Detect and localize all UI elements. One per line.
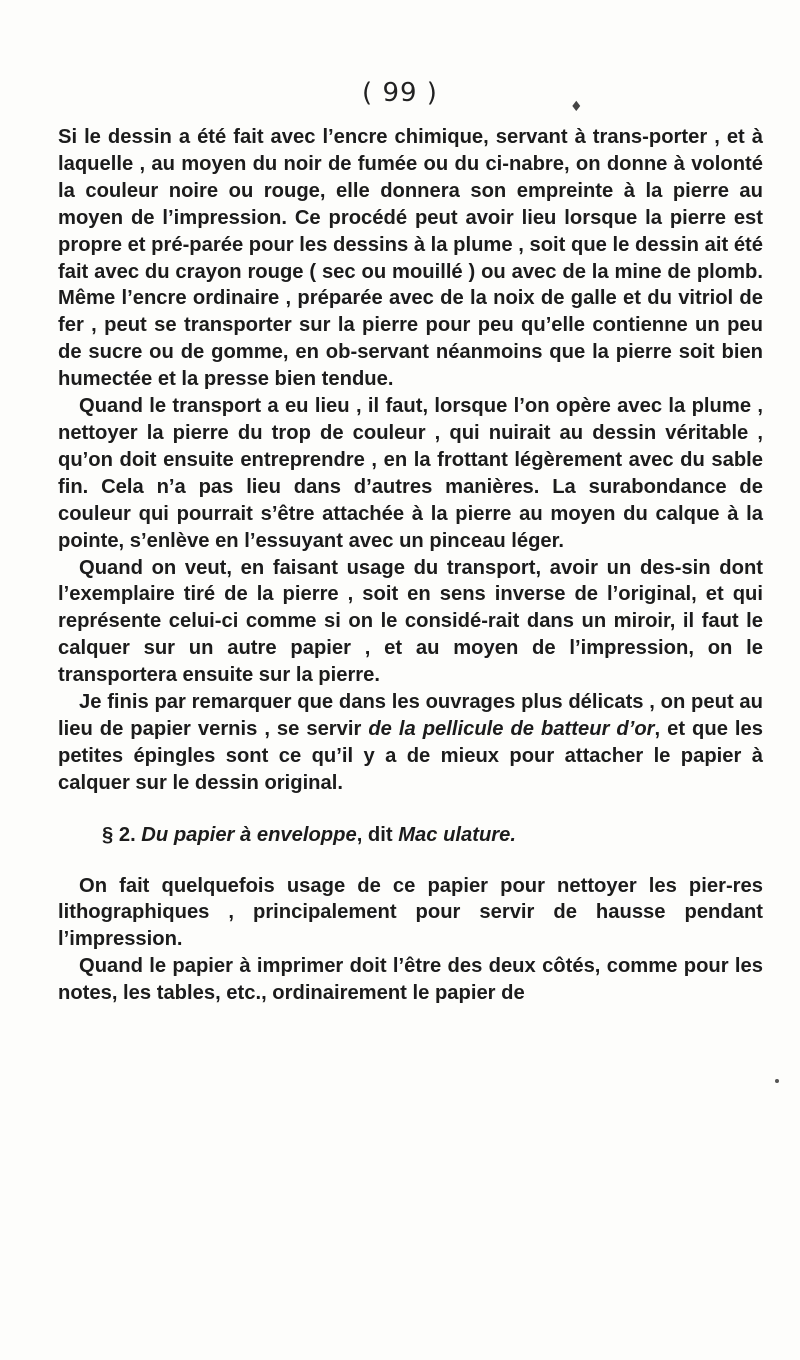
paragraph-4 xyxy=(58,689,763,797)
paragraph-1: Si le dessin a été fait avec l’encre chimique, servant à trans-porter , et à laquelle , au moyen du noir de fumée ou du ci-nabre, on donne à volonté la couleur noire ou rouge, elle donnera son empreinte à la pierre au moyen de l’impression. Ce procédé peut avoir lieu lorsque la pierre est propre et pré-parée pour les dessins à la plume , soit que le dessin ait été fait avec du crayon rouge ( sec ou mouillé ) ou avec de la mine de plomb. Même l’encre ordinaire , préparée avec de la noix de galle et du vitriol de fer , peut se transporter sur la pierre pour peu qu’elle contienne un peu de sucre ou de gomme, en ob-servant néanmoins que la pierre soit bien humectée et la presse bien tendue. xyxy=(58,126,763,391)
margin-speck xyxy=(775,1079,779,1083)
section-title-alt: Mac ulature. xyxy=(398,823,516,846)
paragraph-4-start: Je finis par remarquer que dans les ouvrages plus délicats , on peut au lieu de papier vernis , se servir xyxy=(58,691,763,740)
paragraph-2: Quand le transport a eu lieu , il faut, lorsque l’on opère avec la plume , nettoyer la pierre du trop de couleur , qui nuirait au dessin véritable , qu’on doit ensuite entreprendre , en la frottant légèrement avec du sable fin. Cela n’a pas lieu dans d’autres manières. La surabondance de couleur qui pourrait s’être attachée à la pierre au moyen du calque à la pointe, s’enlève en l’essuyant avec un pinceau léger. xyxy=(58,395,763,552)
printer-mark: ♦ xyxy=(570,99,583,115)
paragraph-3: Quand on veut, en faisant usage du transport, avoir un des-sin dont l’exemplaire tiré de la pierre , soit en sens inverse de l’original, et qui représente celui-ci comme si on le considé-rait dans un miroir, il faut le calquer sur un autre papier , et au moyen de l’impression, on le transportera ensuite sur la pierre. xyxy=(58,556,763,687)
section-number: § 2. xyxy=(102,823,136,846)
page-body xyxy=(58,124,763,1007)
paragraph-4-italic: de la pellicule de batteur d’or xyxy=(368,717,655,740)
page-number: ( 99 ) xyxy=(362,78,438,108)
section-heading xyxy=(58,822,763,849)
section-title-mid: , dit xyxy=(356,823,399,846)
section-title: Du papier à enveloppe xyxy=(141,823,357,846)
paragraph-4-end: , et que les petites épingles sont ce qu’il y a de mieux pour attacher le papier à calquer sur le dessin original. xyxy=(58,717,763,794)
paragraph-6: Quand le papier à imprimer doit l’être des deux côtés, comme pour les notes, les tables, etc., ordinairement le papier de xyxy=(58,955,763,1005)
paragraph-5: On fait quelquefois usage de ce papier pour nettoyer les pier-res lithographiques , principalement pour servir de hausse pendant l’impression. xyxy=(58,874,763,951)
